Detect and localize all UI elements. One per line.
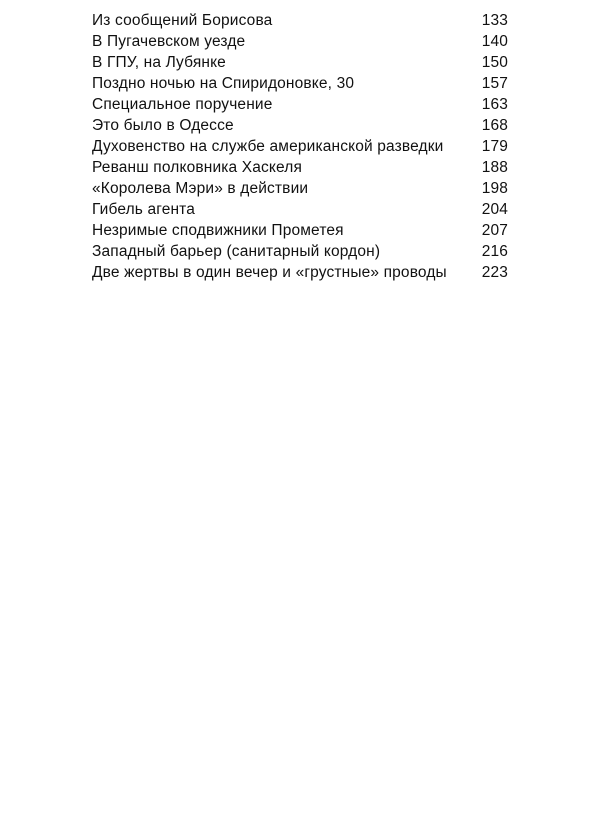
toc-entry: [0, 73, 600, 94]
toc-entry: [0, 94, 600, 115]
toc-entry-title: В ГПУ, на Лубянке: [92, 54, 226, 71]
toc-entry-page: 207: [481, 222, 508, 239]
toc-entry-title: «Королева Мэри» в действии: [92, 180, 309, 197]
toc-entry-title: Гибель агента: [92, 201, 196, 218]
toc-entry: [0, 262, 600, 283]
toc-entry: [0, 199, 600, 220]
toc-entry-title: Это было в Одессе: [92, 117, 234, 134]
toc-entry-page: 198: [481, 180, 508, 197]
toc-entry-title: Западный барьер (санитарный кордон): [92, 243, 381, 260]
toc-entry-page: 168: [481, 117, 508, 134]
toc-entry-page: 223: [481, 264, 508, 281]
toc-entry-page: 216: [481, 243, 508, 260]
toc-entry-page: 204: [481, 201, 508, 218]
toc-entry-title: Специальное поручение: [92, 96, 273, 113]
toc-entry-page: 157: [481, 75, 508, 92]
toc-entry-page: 188: [481, 159, 508, 176]
toc-entry: [0, 178, 600, 199]
toc-entry-page: 179: [481, 138, 508, 155]
toc-entry-page: 133: [481, 12, 508, 29]
toc-entry: [0, 241, 600, 262]
toc-entry: [0, 115, 600, 136]
toc-entry: [0, 31, 600, 52]
toc-entry-title: Реванш полковника Хаскеля: [92, 159, 303, 176]
toc-entry-title: Из сообщений Борисова: [92, 12, 273, 29]
toc-entry-title: В Пугачевском уезде: [92, 33, 246, 50]
toc-entry-page: 163: [481, 96, 508, 113]
toc-entry-page: 140: [481, 33, 508, 50]
table-of-contents: [0, 10, 600, 283]
toc-entry-title: Две жертвы в один вечер и «грустные» проводы: [92, 264, 447, 281]
toc-entry-page: 150: [481, 54, 508, 71]
toc-entry-title: Поздно ночью на Спиридоновке, 30: [92, 75, 355, 92]
toc-entry: [0, 136, 600, 157]
toc-entry: [0, 220, 600, 241]
toc-entry: [0, 52, 600, 73]
toc-entry-title: Духовенство на службе американской разведки: [92, 138, 444, 155]
toc-entry-title: Незримые сподвижники Прометея: [92, 222, 344, 239]
toc-entry: [0, 157, 600, 178]
toc-entry: [0, 10, 600, 31]
